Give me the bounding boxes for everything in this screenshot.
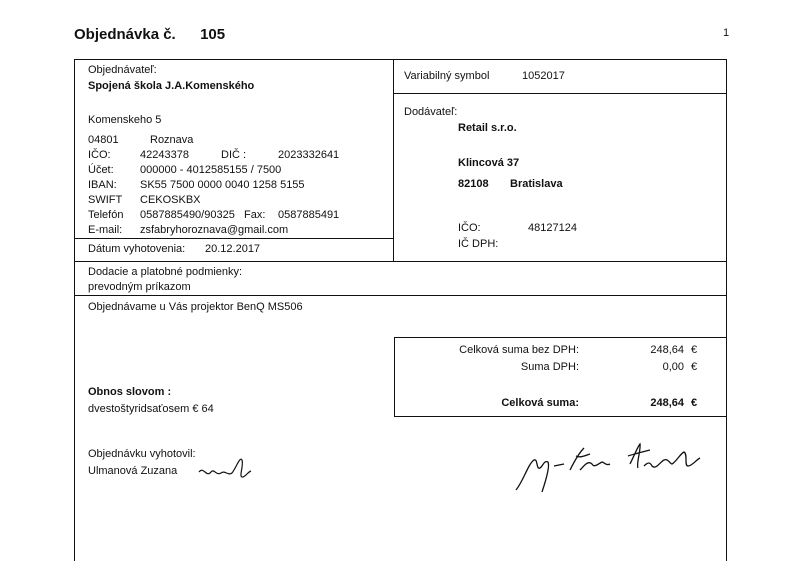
page-number: 1 xyxy=(723,27,730,39)
orderer-phone: 0587885490/90325 xyxy=(140,209,235,221)
orderer-account-label: Účet: xyxy=(88,164,114,176)
orderer-iban: SK55 7500 0000 0040 1258 5155 xyxy=(140,179,305,191)
date-divider-bottom xyxy=(74,261,727,262)
frame-top xyxy=(74,59,727,60)
date-value: 20.12.2017 xyxy=(205,243,261,255)
supplier-city: Bratislava xyxy=(510,178,563,190)
total-without-vat-value: 248,64 xyxy=(650,344,684,356)
orderer-swift: CEKOSKBX xyxy=(140,194,201,206)
orderer-account: 000000 - 4012585155 / 7500 xyxy=(140,164,282,176)
total-without-vat-label: Celková suma bez DPH: xyxy=(459,344,579,356)
orderer-fax-label: Fax: xyxy=(244,209,266,221)
orderer-label: Objednávateľ: xyxy=(88,64,157,76)
order-title-prefix: Objednávka č. xyxy=(74,26,176,43)
date-divider-top xyxy=(74,238,394,239)
delivery-label: Dodacie a platobné podmienky: xyxy=(88,266,243,278)
vat-label: Suma DPH: xyxy=(520,361,579,373)
orderer-phone-label: Telefón xyxy=(88,209,124,221)
orderer-zip: 04801 xyxy=(88,134,119,146)
supplier-name: Retail s.r.o. xyxy=(458,122,517,134)
orderer-email-label: E-mail: xyxy=(88,224,123,236)
orderer-ico-label: IČO: xyxy=(88,149,111,161)
delivery-value: prevodným príkazom xyxy=(88,281,191,293)
issued-by-label: Objednávku vyhotovil: xyxy=(88,448,196,460)
currency-2: € xyxy=(691,361,698,373)
currency-1: € xyxy=(691,344,698,356)
order-text: Objednávame u Vás projektor BenQ MS506 xyxy=(88,301,303,313)
supplier-icdph-label: IČ DPH: xyxy=(458,238,499,250)
orderer-swift-label: SWIFT xyxy=(88,194,123,206)
orderer-divider xyxy=(393,59,394,261)
supplier-label: Dodávateľ: xyxy=(404,106,458,118)
supplier-zip: 82108 xyxy=(458,178,489,190)
orderer-ico: 42243378 xyxy=(140,149,189,161)
orderer-iban-label: IBAN: xyxy=(88,179,117,191)
frame-left xyxy=(74,59,75,561)
delivery-divider xyxy=(74,295,727,296)
total-label: Celková suma: xyxy=(501,397,579,409)
orderer-fax: 0587885491 xyxy=(278,209,340,221)
orderer-street: Komenskeho 5 xyxy=(88,114,162,126)
order-title xyxy=(74,26,225,43)
total-value: 248,64 xyxy=(650,397,684,409)
vat-value: 0,00 xyxy=(662,361,684,373)
orderer-city: Roznava xyxy=(150,134,194,146)
orderer-name: Spojená škola J.A.Komenského xyxy=(88,80,255,92)
vs-label: Variabilný symbol xyxy=(404,70,490,82)
frame-right xyxy=(726,59,727,561)
currency-3: € xyxy=(691,397,698,409)
orderer-email: zsfabryhoroznava@gmail.com xyxy=(140,224,289,236)
date-label: Dátum vyhotovenia: xyxy=(88,243,186,255)
supplier-signature xyxy=(510,440,710,500)
order-number: 105 xyxy=(200,26,226,43)
orderer-dic: 2023332641 xyxy=(278,149,340,161)
supplier-street: Klincová 37 xyxy=(458,157,520,169)
supplier-ico: 48127124 xyxy=(528,222,577,234)
issuer-signature xyxy=(196,452,256,486)
amount-words-label: Obnos slovom : xyxy=(88,386,172,398)
amount-words-value: dvestoštyridsaťosem € 64 xyxy=(88,403,214,415)
orderer-dic-label: DIČ : xyxy=(221,149,247,161)
issued-by-name: Ulmanová Zuzana xyxy=(88,465,178,477)
vs-value: 1052017 xyxy=(522,70,565,82)
vs-divider xyxy=(393,93,726,94)
supplier-ico-label: IČO: xyxy=(458,222,481,234)
